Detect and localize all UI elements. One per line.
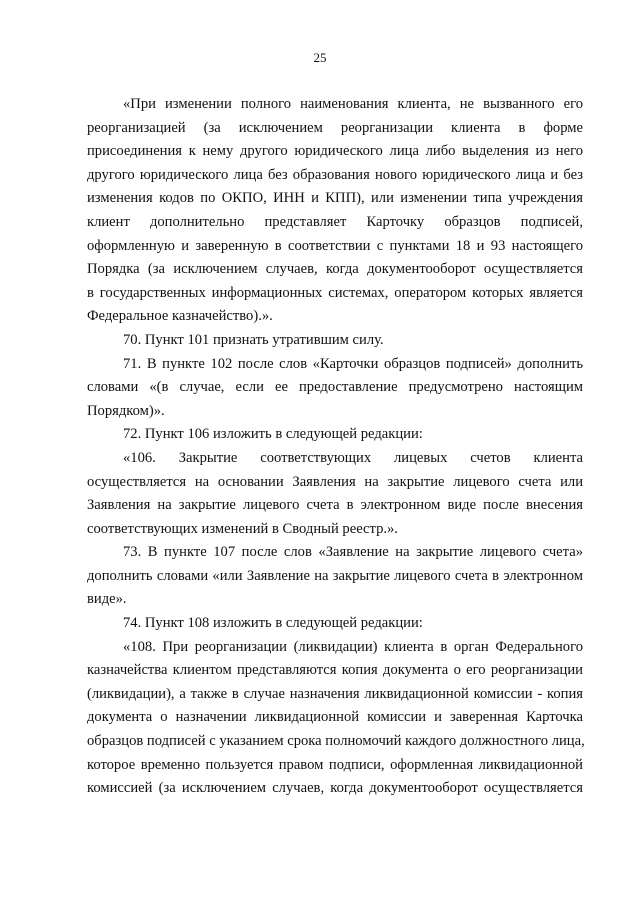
- page-number: 25: [313, 50, 327, 65]
- text-line: казначейства клиентом представляются копия документа о его реорганизации: [87, 662, 583, 679]
- text-line: присоединения к нему другого юридического лица либо выделения из него: [87, 143, 583, 160]
- text-line: «При изменении полного наименования клиента, не вызванного его: [123, 96, 583, 112]
- text-line: Порядка (за исключением случаев, когда документооборот осуществляется: [87, 261, 583, 278]
- text-line: реорганизацией (за исключением реорганизации клиента в форме: [87, 119, 583, 136]
- text-line: оформленную и заверенную в соответствии с пунктами 18 и 93 настоящего: [87, 237, 583, 254]
- text-line: виде».: [87, 591, 127, 608]
- text-line: осуществляется на основании Заявления на закрытие лицевого счета или: [87, 473, 583, 490]
- text-line: 72. Пункт 106 изложить в следующей редакции:: [123, 426, 423, 443]
- text-line: изменения кодов по ОКПО, ИНН и КПП), или изменении типа учреждения: [87, 190, 583, 207]
- text-line: другого юридического лица без образования нового юридического лица и без: [87, 166, 583, 183]
- text-line: 71. В пункте 102 после слов «Карточки образцов подписей» дополнить: [123, 355, 583, 372]
- text-line: клиент дополнительно представляет Карточку образцов подписей,: [87, 213, 583, 230]
- text-line: дополнить словами «или Заявление на закрытие лицевого счета в электронном: [87, 567, 583, 584]
- text-line: «108. При реорганизации (ликвидации) клиента в орган Федерального: [123, 638, 583, 655]
- text-line: (ликвидации), а также в случае назначения ликвидационной комиссии - копия: [87, 685, 583, 702]
- text-line: словами «(в случае, если ее предоставление предусмотрено настоящим: [87, 379, 583, 396]
- text-line: документа о назначении ликвидационной комиссии и заверенная Карточка: [87, 709, 583, 726]
- text-line: в государственных информационных системах, оператором которых является: [87, 284, 583, 301]
- text-line: образцов подписей с указанием срока полномочий каждого должностного лица,: [87, 733, 585, 750]
- text-line: Порядком)».: [87, 402, 165, 419]
- text-line: которое временно пользуется правом подписи, оформленная ликвидационной: [87, 756, 583, 773]
- text-line: 74. Пункт 108 изложить в следующей редакции:: [123, 615, 423, 632]
- document-body: [87, 93, 583, 801]
- text-line: 73. В пункте 107 после слов «Заявление на закрытие лицевого счета»: [123, 544, 583, 561]
- text-line: комиссией (за исключением случаев, когда документооборот осуществляется: [87, 780, 583, 797]
- text-line: «106. Закрытие соответствующих лицевых счетов клиента: [123, 449, 583, 466]
- text-line: Заявления на закрытие лицевого счета в электронном виде после внесения: [87, 497, 583, 514]
- text-line: 70. Пункт 101 признать утратившим силу.: [123, 331, 384, 348]
- text-line: соответствующих изменений в Сводный реестр.».: [87, 520, 398, 537]
- text-line: Федеральное казначейство).».: [87, 308, 273, 325]
